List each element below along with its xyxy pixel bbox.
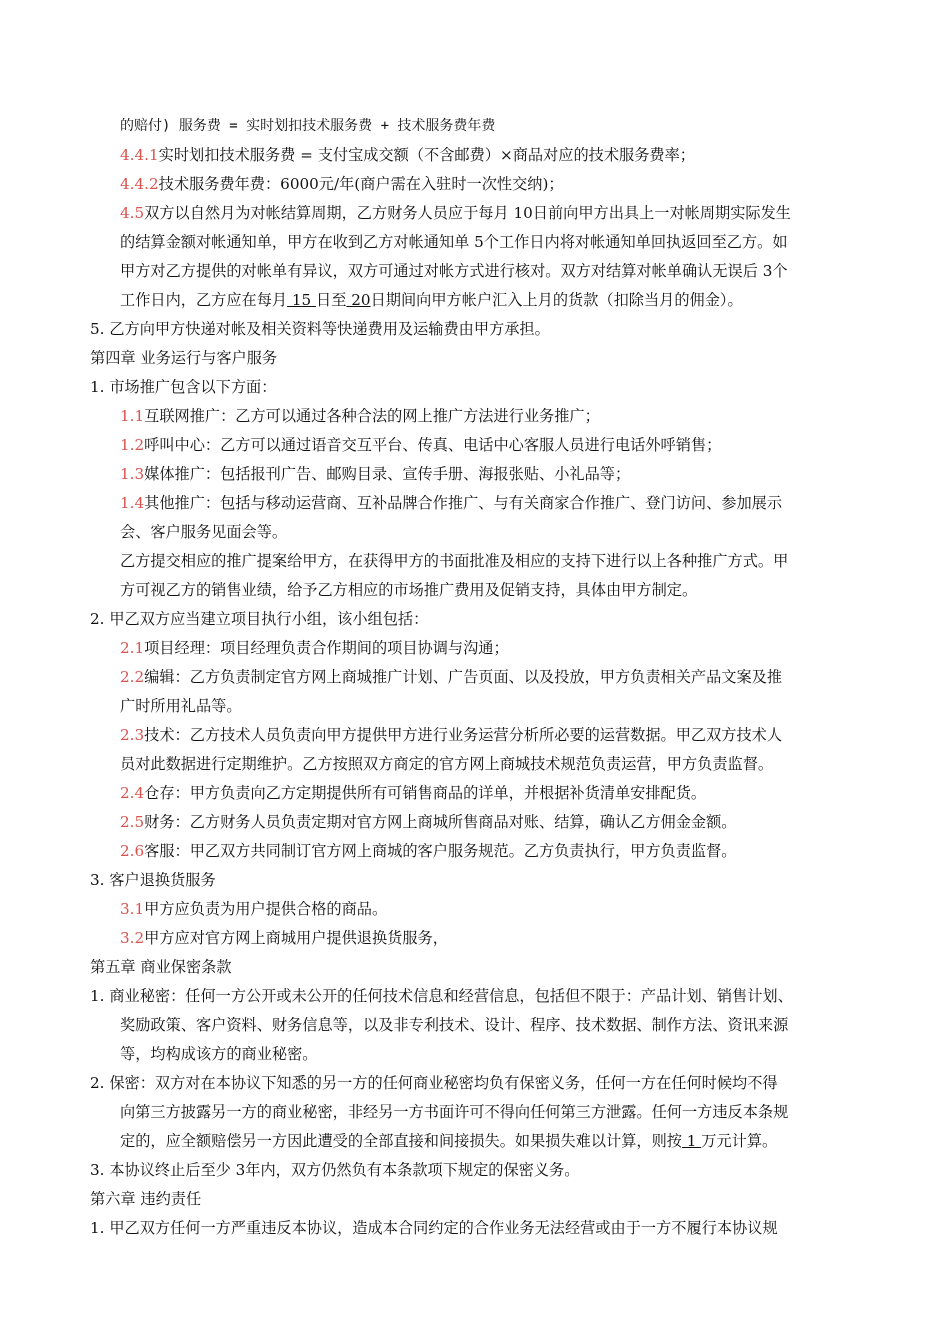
paragraph-line: 会、客户服务见面会等。 bbox=[120, 523, 288, 541]
clause-2: 2. 甲乙双方应当建立项目执行小组，该小组包括： bbox=[90, 610, 429, 628]
subclause-2-1: 2.1项目经理：项目经理负责合作期间的项目协调与沟通； bbox=[120, 639, 509, 657]
subclause-2-3: 2.3技术：乙方技术人员负责向甲方提供甲方进行业务运营分析所必要的运营数据。甲乙双方技术人 bbox=[120, 726, 783, 744]
clause-number: 2.4 bbox=[120, 784, 145, 802]
paragraph-line: 工作日内，乙方应在每月 15 日至 20日期间向甲方帐户汇入上月的货款（扣除当月的佣金）。 bbox=[120, 291, 743, 309]
paragraph-line: 方可视乙方的销售业绩，给予乙方相应的市场推广费用及促销支持，具体由甲方制定。 bbox=[120, 581, 698, 599]
clause-number: 2.6 bbox=[120, 842, 145, 860]
subclause-4-4-2: 4.4.2技术服务费年费：6000元/年(商户需在入驻时一次性交纳)； bbox=[120, 175, 564, 193]
clause-number: 1.2 bbox=[120, 436, 145, 454]
paragraph-line: 员对此数据进行定期维护。乙方按照双方商定的官方网上商城技术规范负责运营，甲方负责监督。 bbox=[120, 755, 774, 773]
clause-number: 2.1 bbox=[120, 639, 145, 657]
chapter-heading: 第四章 业务运行与客户服务 bbox=[90, 349, 278, 367]
paragraph-line: 的赔付) 服务费 = 实时划扣技术服务费 + 技术服务费年费 bbox=[120, 118, 496, 134]
clause-1: 1. 市场推广包含以下方面： bbox=[90, 378, 277, 396]
clause-1: 1. 甲乙双方任何一方严重违反本协议，造成本合同约定的合作业务无法经营或由于一方不履行本协议规 bbox=[90, 1219, 778, 1237]
subclause-3-1: 3.1甲方应负责为用户提供合格的商品。 bbox=[120, 900, 388, 918]
chapter-heading: 第五章 商业保密条款 bbox=[90, 958, 232, 976]
clause-number: 1.4 bbox=[120, 494, 145, 512]
subclause-1-1: 1.1互联网推广：乙方可以通过各种合法的网上推广方法进行业务推广； bbox=[120, 407, 600, 425]
subclause-1-3: 1.3媒体推广：包括报刊广告、邮购目录、宣传手册、海报张贴、小礼品等； bbox=[120, 465, 631, 483]
subclause-2-6: 2.6客服：甲乙双方共同制订官方网上商城的客户服务规范。乙方负责执行，甲方负责监督。 bbox=[120, 842, 737, 860]
clause-number: 4.5 bbox=[120, 204, 145, 222]
clause-5: 5. 乙方向甲方快递对帐及相关资料等快递费用及运输费由甲方承担。 bbox=[90, 320, 550, 338]
paragraph-line: 乙方提交相应的推广提案给甲方，在获得甲方的书面批准及相应的支持下进行以上各种推广方式。甲 bbox=[120, 552, 789, 570]
chapter-heading: 第六章 违约责任 bbox=[90, 1190, 202, 1208]
paragraph-line: 广时所用礼品等。 bbox=[120, 697, 242, 715]
clause-number: 3.2 bbox=[120, 929, 145, 947]
subclause-1-4: 1.4其他推广：包括与移动运营商、互补品牌合作推广、与有关商家合作推广、登门访问、参加展示 bbox=[120, 494, 783, 512]
payment-start-day: 15 bbox=[287, 291, 317, 309]
clause-number: 2.2 bbox=[120, 668, 145, 686]
clause-number: 3.1 bbox=[120, 900, 145, 918]
penalty-amount: 1 bbox=[681, 1132, 702, 1150]
subclause-3-2: 3.2甲方应对官方网上商城用户提供退换货服务， bbox=[120, 929, 448, 947]
paragraph-line: 奖励政策、客户资料、财务信息等，以及非专利技术、设计、程序、技术数据、制作方法、资讯来源 bbox=[120, 1016, 789, 1034]
subclause-2-4: 2.4仓存：甲方负责向乙方定期提供所有可销售商品的详单，并根据补货清单安排配货。 bbox=[120, 784, 707, 802]
paragraph-line: 等，均构成该方的商业秘密。 bbox=[120, 1045, 318, 1063]
subclause-4-4-1: 4.4.1实时划扣技术服务费 = 支付宝成交额（不含邮费）×商品对应的技术服务费率； bbox=[120, 146, 695, 164]
clause-3: 3. 本协议终止后至少 3年内，双方仍然负有本条款项下规定的保密义务。 bbox=[90, 1161, 580, 1179]
clause-number: 2.5 bbox=[120, 813, 145, 831]
clause-2: 2. 保密：双方对在本协议下知悉的另一方的任何商业秘密均负有保密义务，任何一方在任何时候均不得 bbox=[90, 1074, 778, 1092]
subclause-2-5: 2.5财务：乙方财务人员负责定期对官方网上商城所售商品对账、结算，确认乙方佣金金额。 bbox=[120, 813, 737, 831]
paragraph-line: 向第三方披露另一方的商业秘密，非经另一方书面许可不得向任何第三方泄露。任何一方违反本条规 bbox=[120, 1103, 789, 1121]
clause-number: 1.3 bbox=[120, 465, 145, 483]
subclause-4-5: 4.5双方以自然月为对帐结算周期，乙方财务人员应于每月 10日前向甲方出具上一对帐周期实际发生 bbox=[120, 204, 791, 222]
subclause-2-2: 2.2编辑：乙方负责制定官方网上商城推广计划、广告页面、以及投放，甲方负责相关产品文案及推 bbox=[120, 668, 783, 686]
subclause-1-2: 1.2呼叫中心：乙方可以通过语音交互平台、传真、电话中心客服人员进行电话外呼销售； bbox=[120, 436, 722, 454]
clause-number: 4.4.1 bbox=[120, 146, 159, 164]
clause-number: 4.4.2 bbox=[120, 175, 159, 193]
clause-number: 1.1 bbox=[120, 407, 145, 425]
clause-number: 2.3 bbox=[120, 726, 145, 744]
clause-3: 3. 客户退换货服务 bbox=[90, 871, 216, 889]
paragraph-line: 甲方对乙方提供的对帐单有异议，双方可通过对帐方式进行核对。双方对结算对帐单确认无误后 3个 bbox=[120, 262, 788, 280]
clause-1: 1. 商业秘密：任何一方公开或未公开的任何技术信息和经营信息，包括但不限于：产品计划、销售计划、 bbox=[90, 987, 793, 1005]
payment-end-day: 20 bbox=[346, 291, 371, 309]
paragraph-line: 的结算金额对帐通知单，甲方在收到乙方对帐通知单 5个工作日内将对帐通知单回执返回至乙方。如 bbox=[120, 233, 788, 251]
paragraph-line: 定的，应全额赔偿另一方因此遭受的全部直接和间接损失。如果损失难以计算，则按 1 万元计算。 bbox=[120, 1132, 778, 1150]
